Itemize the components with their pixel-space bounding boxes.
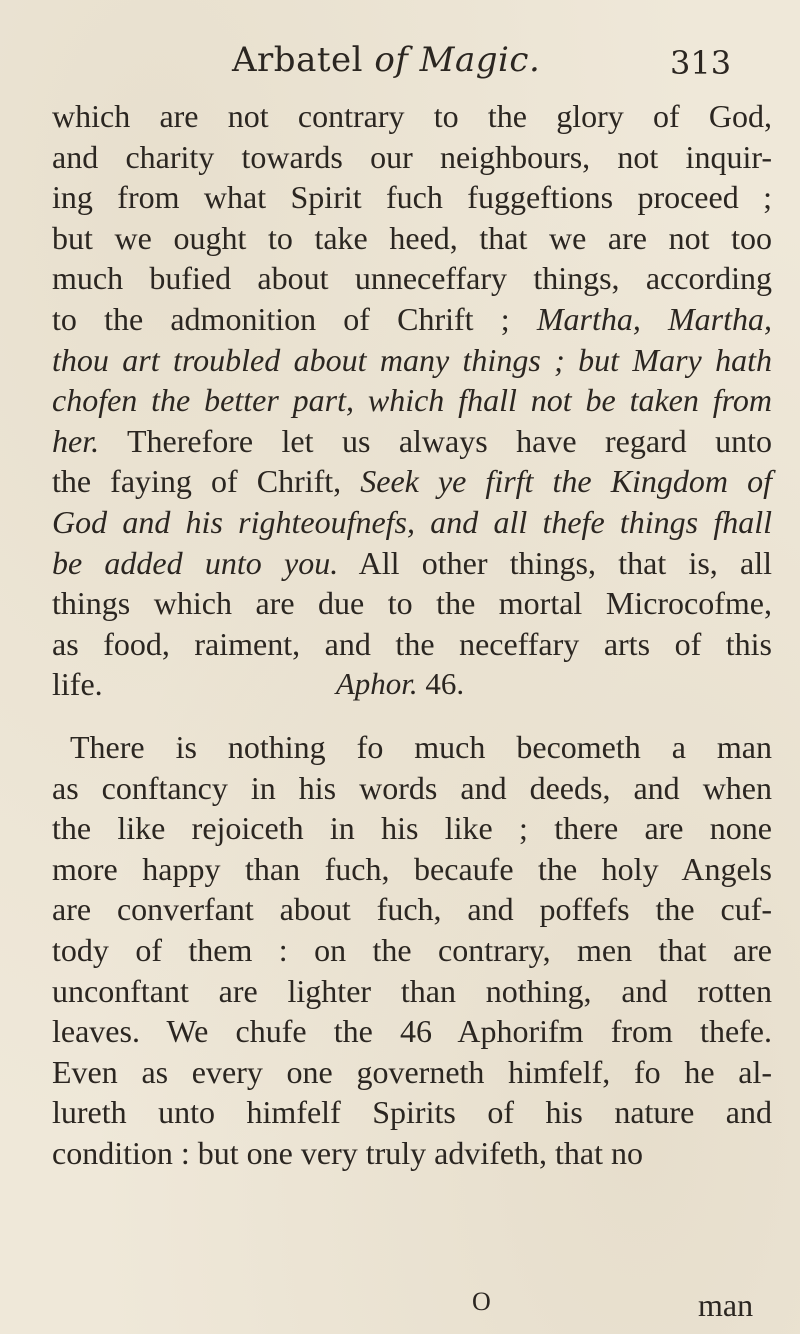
text-run: unconftant are lighter than nothing, and rotten <box>52 972 772 1009</box>
text-run: to the admonition of Chrift ; <box>52 300 537 337</box>
catchword: man <box>698 1287 754 1323</box>
text-run: God and his righteoufnefs, and all thefe things fhall <box>52 503 772 540</box>
text-run: thou art troubled about many things ; but Mary hath <box>52 341 772 378</box>
text-line <box>52 1092 772 1133</box>
text-line <box>52 1133 772 1174</box>
text-run: the like rejoiceth in his like ; there are none <box>52 810 772 847</box>
text-run: which are not contrary to the glory of God, <box>52 98 772 134</box>
text-line <box>52 96 772 137</box>
text-run: There is nothing fo much becometh a man <box>70 729 772 765</box>
paragraph-2 <box>52 727 772 1174</box>
text-run: things which are due to the mortal Microcofme, <box>52 585 772 622</box>
text-run: leaves. We chufe the 46 Aphorifm from thefe. <box>52 1013 772 1050</box>
text-run: Therefore let us always have regard unto <box>99 422 772 459</box>
text-line <box>52 543 772 584</box>
text-run: the faying of Chrift, <box>52 463 361 500</box>
text-line <box>52 502 772 543</box>
text-line <box>52 461 772 502</box>
aphorism-heading <box>0 666 800 702</box>
text-run: much bufied about unneceffary things, according <box>52 260 772 297</box>
paragraph-1 <box>52 96 772 705</box>
text-line <box>52 727 772 768</box>
text-line <box>52 930 772 971</box>
text-line <box>52 421 772 462</box>
text-run: tody of them : on the contrary, men that are <box>52 931 772 968</box>
text-line <box>52 1052 772 1093</box>
text-run: Martha, Martha, <box>536 300 773 337</box>
text-line <box>52 624 772 665</box>
text-run: lureth unto himfelf Spirits of his nature and <box>52 1094 772 1131</box>
text-line <box>52 340 772 381</box>
aphorism-number: 46. <box>425 666 465 701</box>
text-run: be added unto you. <box>52 544 339 581</box>
text-run: ing from what Spirit fuch fuggeftions proceed ; <box>52 179 772 216</box>
text-run: more happy than fuch, becaufe the holy Angels <box>52 850 772 887</box>
aphorism-label: Aphor. <box>335 666 418 701</box>
running-head-subtitle: of Magic. <box>374 40 541 80</box>
running-head <box>232 40 540 80</box>
text-line <box>52 971 772 1012</box>
text-line <box>52 177 772 218</box>
text-run: Seek ye firft the Kingdom of <box>360 463 772 500</box>
signature-mark: O <box>472 1287 492 1316</box>
text-line <box>52 808 772 849</box>
text-line <box>52 258 772 299</box>
running-head-title: Arbatel <box>232 40 363 80</box>
text-line <box>52 299 772 340</box>
text-run: as conftancy in his words and deeds, and when <box>52 769 772 806</box>
text-run: and charity towards our neighbours, not inquir- <box>52 138 772 175</box>
text-run: are converfant about fuch, and poffefs the cuf- <box>52 891 772 928</box>
text-line <box>52 583 772 624</box>
text-line <box>52 218 772 259</box>
text-run: Even as every one governeth himfelf, fo he al- <box>52 1053 772 1090</box>
text-line <box>52 137 772 178</box>
text-line <box>52 849 772 890</box>
text-run: life. <box>52 666 103 703</box>
text-line <box>52 380 772 421</box>
page-number: 313 <box>670 44 732 82</box>
text-run: condition : but one very truly advifeth, that no <box>52 1134 643 1171</box>
text-run: her. <box>52 422 100 459</box>
text-line <box>52 889 772 930</box>
text-line <box>52 768 772 809</box>
text-line <box>52 1011 772 1052</box>
text-run: chofen the better part, which fhall not be taken from <box>52 382 772 419</box>
text-run: but we ought to take heed, that we are not too <box>52 219 772 256</box>
text-run: All other things, that is, all <box>338 544 773 581</box>
text-run: as food, raiment, and the neceffary arts of this <box>52 625 772 662</box>
